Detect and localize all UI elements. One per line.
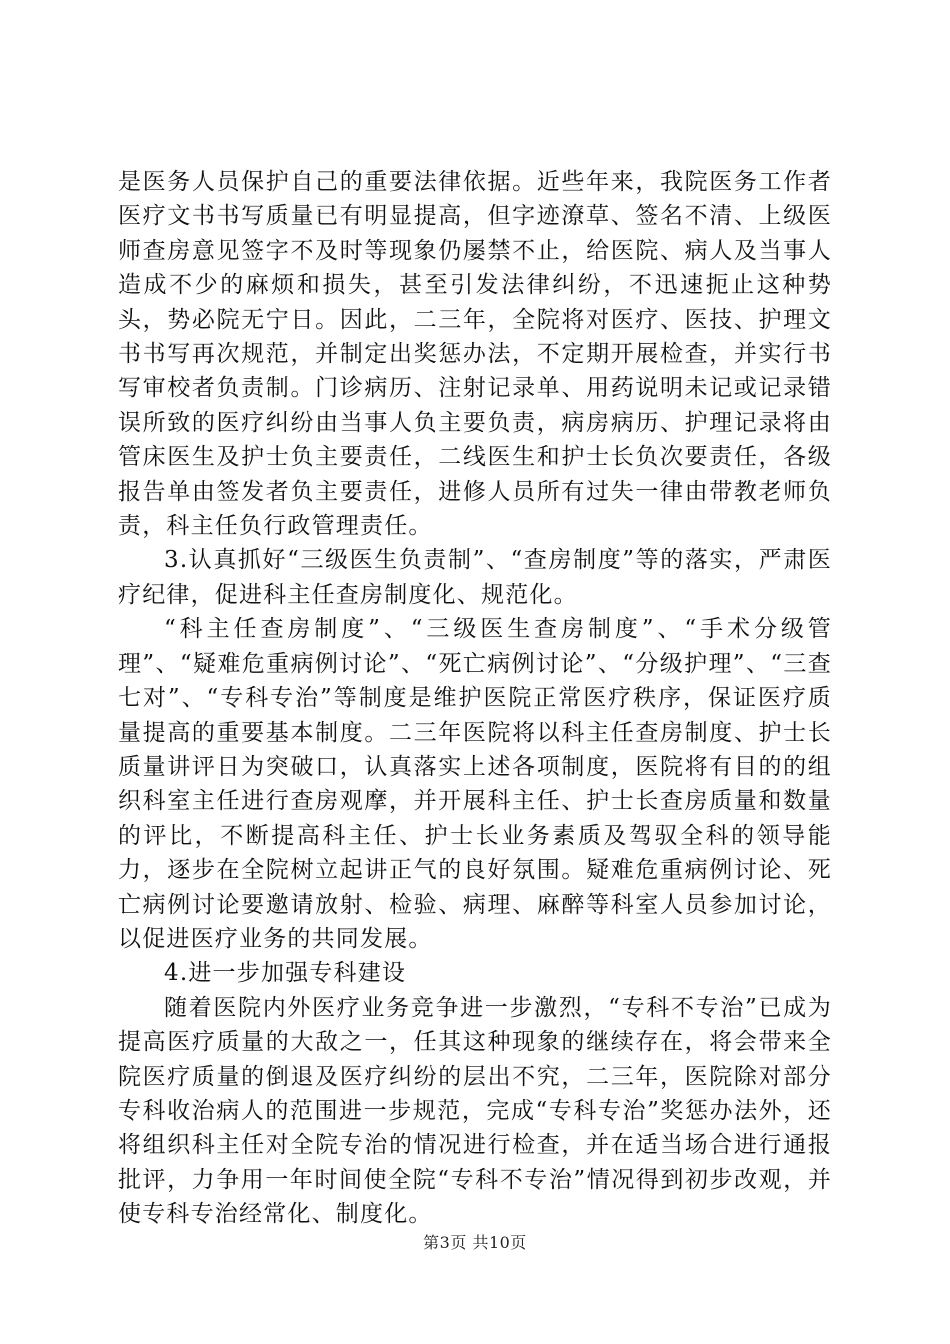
document-body xyxy=(118,165,832,1232)
paragraph-system-rules: “科主任查房制度”、“三级医生查房制度”、“手术分级管理”、“疑难危重病例讨论”、“死亡病例讨论”、“分级护理”、“三查七对”、“专科专治”等制度是维护医院正常医疗秩序，保证医疗质量提高的重要基本制度。二三年医院将以科主任查房制度、护士长质量讲评日为突破口，认真落实上述各项制度，医院将有目的的组织科室主任进行查房观摩，并开展科主任、护士长查房质量和数量的评比，不断提高科主任、护士长业务素质及驾驭全科的领导能力，逐步在全院树立起讲正气的良好氛围。疑难危重病例讨论、死亡病例讨论要邀请放射、检验、病理、麻醉等科室人员参加讨论，以促进医疗业务的共同发展。 xyxy=(118,616,832,952)
paragraph-heading-3: 3.认真抓好“三级医生负责制”、“查房制度”等的落实，严肃医疗纪律，促进科主任查房制度化、规范化。 xyxy=(118,547,832,608)
page-number-footer: 第3页 共10页 xyxy=(423,1233,527,1252)
paragraph-specialty: 随着医院内外医疗业务竞争进一步激烈，“专科不专治”已成为提高医疗质量的大敌之一，任其这种现象的继续存在，将会带来全院医疗质量的倒退及医疗纠纷的层出不究，二三年，医院除对部分专科收治病人的范围进一步规范，完成“专科专治”奖惩办法外，还将组织科主任对全院专治的情况进行检查，并在适当场合进行通报批评，力争用一年时间使全院“专科不专治”情况得到初步改观，并使专科专治经常化、制度化。 xyxy=(118,994,832,1228)
paragraph-heading-4: 4.进一步加强专科建设 xyxy=(164,960,407,987)
paragraph-continuation: 是医务人员保护自己的重要法律依据。近些年来，我院医务工作者医疗文书书写质量已有明显提高，但字迹潦草、签名不清、上级医师查房意见签字不及时等现象仍屡禁不止，给医院、病人及当事人造成不少的麻烦和损失，甚至引发法律纠纷，不迅速扼止这种势头，势必院无宁日。因此，二三年，全院将对医疗、医技、护理文书书写再次规范，并制定出奖惩办法，不定期开展检查，并实行书写审校者负责制。门诊病历、注射记录单、用药说明未记或记录错误所致的医疗纠纷由当事人负主要负责，病房病历、护理记录将由管床医生及护士负主要责任，二线医生和护士长负次要责任，各级报告单由签发者负主要责任，进修人员所有过失一律由带教老师负责，科主任负行政管理责任。 xyxy=(118,169,832,540)
